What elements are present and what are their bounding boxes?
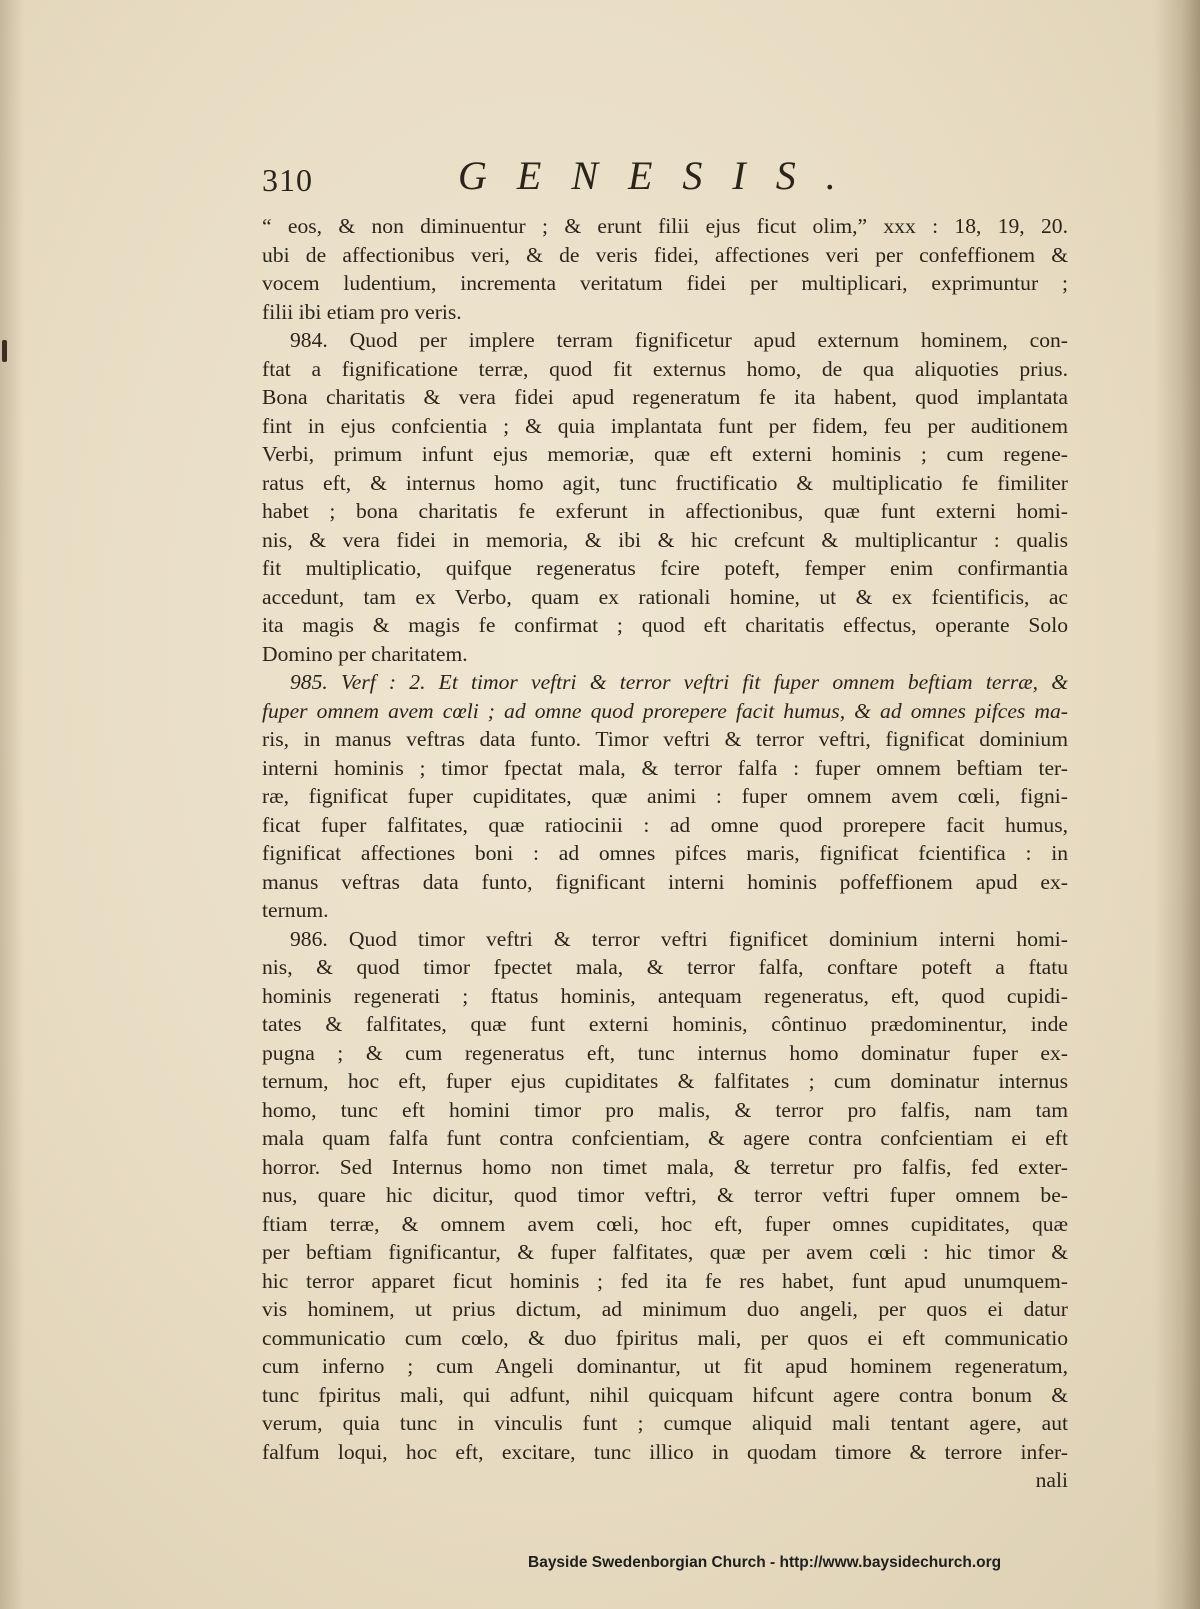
text-line: Domino per charitatem. [262,641,468,666]
text-line: verum, quia tunc in vinculis funt ; cumque aliquid mali tentant agere, aut [262,1411,1068,1435]
text-line: pugna ; & cum regeneratus eft, tunc internus homo dominatur fuper ex- [262,1040,1068,1065]
text-line: filii ibi etiam pro veris. [262,299,462,324]
text-line: nis, & quod timor fpectet mala, & terror falfa, conftare poteft a ftatu [262,955,1068,979]
text-line: nis, & vera fidei in memoria, & ibi & hic crefcunt & multiplicantur : qualis [262,527,1068,552]
text-line: ftat a fignificatione terræ, quod fit externus homo, de qua aliquoties prius. [262,356,1068,381]
page-number: 310 [262,162,313,198]
text-line: ita magis & magis fe confirmat ; quod eft charitatis effectus, operante Solo [262,613,1068,637]
text-line: fignificat affectiones boni : ad omnes pifces maris, fignificat fcientifica : in [262,841,1068,865]
page-edge-shadow [1154,0,1200,1609]
source-credit: Bayside Swedenborgian Church - http://www.baysidechurch.org [528,1554,1002,1571]
text-line: fit multiplicatio, quifque regeneratus fcire poteft, femper enim confirmantia [262,556,1068,580]
text-line: cum inferno ; cum Angeli dominantur, ut fit apud hominem regeneratum, [262,1354,1068,1378]
text-line: Bona charitatis & vera fidei apud regeneratum fe ita habent, quod implantata [262,385,1068,409]
page-header [262,152,1062,202]
text-line: falfum loqui, hoc eft, excitare, tunc illico in quodam timore & terrore infer- [262,1439,1068,1464]
catchword: nali [1035,1468,1068,1492]
text-line: per beftiam fignificantur, & fuper falfitates, quæ per avem cœli : hic timor & [262,1240,1068,1264]
text-line: ficat fuper falfitates, quæ ratiocinii : ad omne quod prorepere facit humus, [262,812,1068,837]
page-left-shadow [0,0,24,1609]
text-line: ræ, fignificat fuper cupiditates, quæ animi : fuper omnem avem cœli, figni- [262,784,1068,808]
paragraph-986-start: 986. Quod timor veftri & terror veftri fignificet dominium interni homi- [290,926,1068,951]
text-line: vocem ludentium, incrementa veritatum fidei per multiplicari, exprimuntur ; [262,271,1068,295]
text-line: ftiam terræ, & omnem avem cœli, hoc eft, fuper omnes cupiditates, quæ [262,1211,1068,1236]
text-line: ternum, hoc eft, fuper ejus cupiditates & falfitates ; cum dominatur internus [262,1069,1068,1093]
text-line: homo, tunc eft homini timor pro malis, & terror pro falfis, nam tam [262,1097,1068,1122]
text-line: fint in ejus confcientia ; & quia implantata funt per fidem, feu per auditionem [262,413,1068,438]
text-line: nus, quare hic dicitur, quod timor veftri, & terror veftri fuper omnem be- [262,1183,1068,1207]
text-line: Verbi, primum infunt ejus memoriæ, quæ eft externi hominis ; cum regene- [262,442,1068,466]
text-line: hominis regenerati ; ftatus hominis, antequam regeneratus, eft, quod cupidi- [262,983,1068,1008]
text-line: ternum. [262,898,329,922]
text-line: horror. Sed Internus homo non timet mala, & terretur pro falfis, fed exter- [262,1154,1068,1179]
text-line: mala quam falfa funt contra confcientiam, & agere contra confcientiam ei eft [262,1126,1068,1150]
binding-mark [2,340,7,362]
text-line: ratus eft, & internus homo agit, tunc fructificatio & multiplicatio fe fimiliter [262,470,1068,495]
text-line: tates & falfitates, quæ funt externi hominis, côntinuo prædominentur, inde [262,1012,1068,1036]
text-line: accedunt, tam ex Verbo, quam ex rationali homine, ut & ex fcientificis, ac [262,584,1068,609]
text-line: fuper omnem avem cœli ; ad omne quod prorepere facit humus, & ad omnes pifces ma- [262,698,1068,723]
paragraph-985-start: 985. Verf : 2. Et timor veftri & terror veftri fit fuper omnem beftiam terræ, & [290,670,1068,694]
text-line: ris, in manus veftras data funto. Timor veftri & terror veftri, fignificat dominium [262,727,1068,751]
text-line: tunc fpiritus mali, qui adfunt, nihil quicquam hifcunt agere contra bonum & [262,1382,1068,1407]
text-line: communicatio cum cœlo, & duo fpiritus mali, per quos ei eft communicatio [262,1325,1068,1350]
text-line: “ eos, & non diminuentur ; & erunt filii ejus ficut olim,” xxx : 18, 19, 20. [262,214,1068,238]
text-line: manus veftras data funto, fignificant interni hominis poffeffionem apud ex- [262,869,1068,894]
text-line: habet ; bona charitatis fe exferunt in affectionibus, quæ funt externi homi- [262,499,1068,523]
text-line: interni hominis ; timor fpectat mala, & terror falfa : fuper omnem beftiam ter- [262,755,1068,780]
text-line: hic terror apparet ficut hominis ; fed ita fe res habet, funt apud unumquem- [262,1268,1068,1293]
body-text [262,212,1068,1495]
running-title: GENESIS. [458,153,866,198]
text-line: ubi de affectionibus veri, & de veris fidei, affectiones veri per confeffionem & [262,242,1068,267]
text-line: vis hominem, ut prius dictum, ad minimum duo angeli, per quos ei datur [262,1297,1068,1321]
paragraph-984-start: 984. Quod per implere terram fignificetur apud externum hominem, con- [290,328,1068,352]
